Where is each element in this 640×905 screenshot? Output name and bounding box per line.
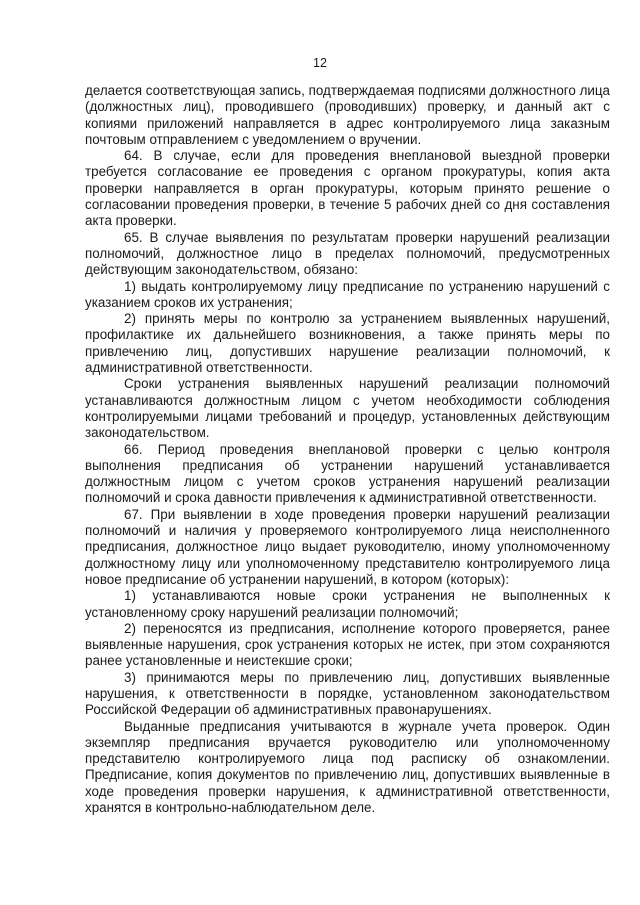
paragraph-continuation: делается соответствующая запись, подтверждаемая подписями должностного лица (должностных лиц), проводившего (проводивших) проверку, и данный акт с копиями приложений направляется в адрес контролируемого лица заказным почтовым отправлением с уведомлением о вручении. (85, 83, 610, 147)
paragraph-66: 66. Период проведения внеплановой проверки с целью контроля выполнения предписания об устранении нарушений устанавливается должностным лицом с учетом сроков устранения нарушений реализации полномочий и срока давности привлечения к административной ответственности. (85, 441, 610, 506)
paragraph-65-item-1: 1) выдать контролируемому лицу предписание по устранению нарушений с указанием сроков их устранения; (85, 278, 610, 310)
paragraph-64: 64. В случае, если для проведения внеплановой выездной проверки требуется согласование ее проведения с органом прокуратуры, копия акта проверки направляется в орган прокуратуры, которым принято решение о согласовании проведения проверки, в течение 5 рабочих дней со дня составления акта проверки. (85, 148, 610, 229)
paragraph-67-item-3: 3) принимаются меры по привлечению лиц, допустивших выявленные нарушения, к ответственности в порядке, установленном законодательством Российской Федерации об административных правонарушениях. (85, 669, 610, 718)
paragraph-67-item-1: 1) устанавливаются новые сроки устранения не выполненных к установленному сроку нарушений реализации полномочий; (85, 588, 610, 620)
paragraph-prescriptions-record: Выданные предписания учитываются в журнале учета проверок. Один экземпляр предписания вручается руководителю или уполномоченному представителю контролируемого лица под расписку об ознакомлении. Предписание, копия документов по привлечению лиц, допустивших выявленные в ходе проведения проверки нарушения, к административной ответственности, хранятся в контрольно-наблюдательном деле. (85, 718, 610, 816)
paragraph-65: 65. В случае выявления по результатам проверки нарушений реализации полномочий, должностное лицо в пределах полномочий, предусмотренных действующим законодательством, обязано: (85, 229, 610, 278)
page-number: 12 (313, 56, 327, 70)
paragraph-67-item-2: 2) переносятся из предписания, исполнение которого проверяется, ранее выявленные нарушения, срок устранения которых не истек, при этом сохраняются ранее установленные и неистекшие сроки; (85, 620, 610, 669)
document-body (85, 83, 610, 816)
paragraph-65-item-2: 2) принять меры по контролю за устранением выявленных нарушений, профилактике их дальнейшего возникновения, а также принять меры по привлечению лиц, допустивших нарушение реализации полномочий, к административной ответственности. (85, 311, 610, 376)
paragraph-67: 67. При выявлении в ходе проведения проверки нарушений реализации полномочий и наличия у проверяемого контролируемого лица неисполненного предписания, должностное лицо выдает руководителю, иному уполномоченному должностному лицу или уполномоченному представителю контролируемого лица новое предписание об устранении нарушений, в котором (которых): (85, 506, 610, 587)
paragraph-65-deadlines: Сроки устранения выявленных нарушений реализации полномочий устанавливаются должностным лицом с учетом необходимости соблюдения контролируемыми лицами требований и процедур, установленных действующим законодательством. (85, 376, 610, 441)
